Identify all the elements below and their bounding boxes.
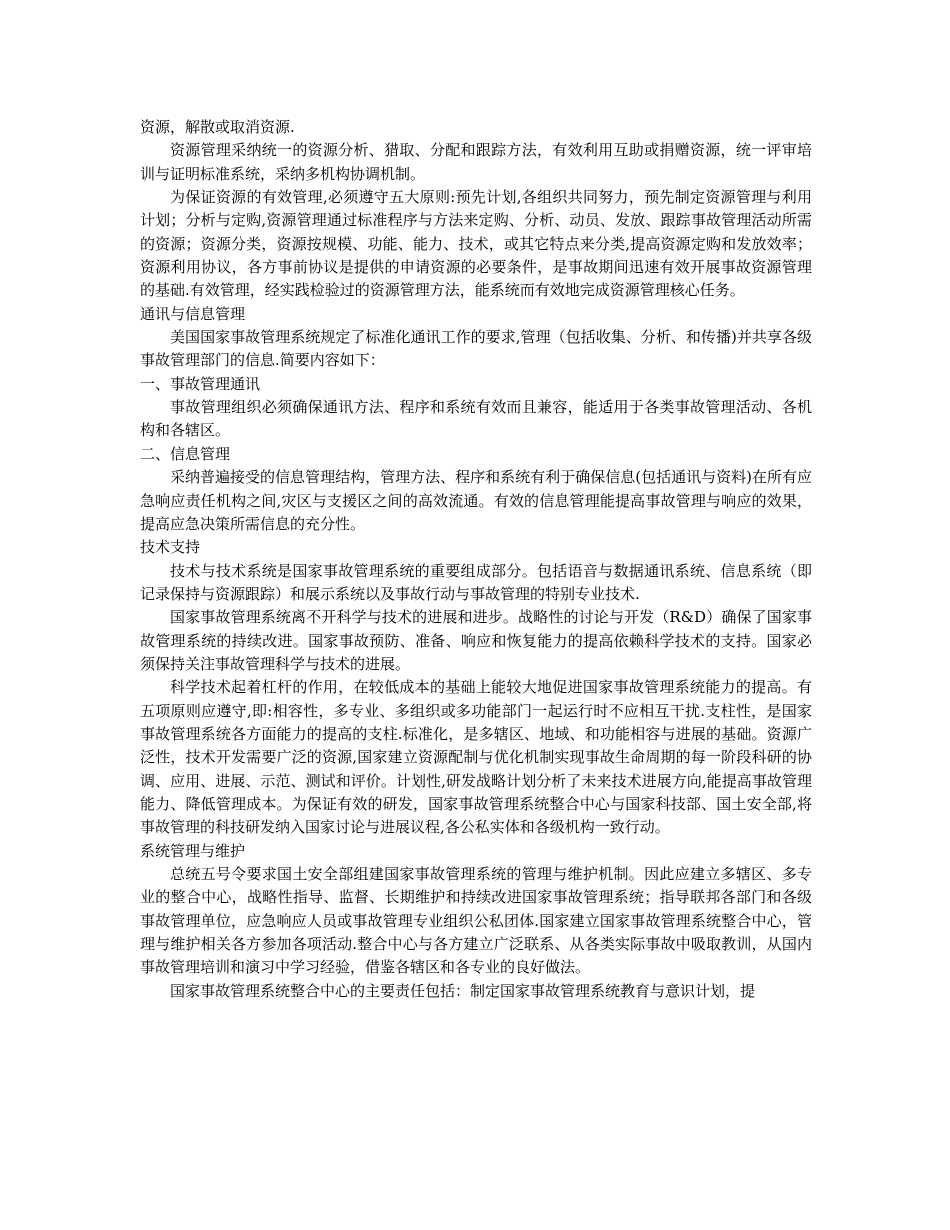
section-heading: 二、信息管理 <box>140 444 231 463</box>
document-body <box>140 116 812 1003</box>
paragraph: 国家事故管理系统离不开科学与技术的进展和进步。战略性的讨论与开发（R&D）确保了国家事故管理系统的持续改进。国家事故预防、准备、响应和恢复能力的提高依赖科学技术的支持。国家必须保持关注事故管理科学与技术的进展。 <box>140 608 812 673</box>
paragraph: 科学技术起着杠杆的作用，在较低成本的基础上能较大地促进国家事故管理系统能力的提高。有五项原则应遵守,即:相容性，多专业、多组织或多功能部门一起运行时不应相互干扰.支柱性，是国家事故管理系统各方面能力的提高的支柱.标准化，是多辖区、地域、和功能相容与进展的基础。资源广泛性，技术开发需要广泛的资源,国家建立资源配制与优化机制实现事故生命周期的每一阶段科研的协调、应用、进展、示范、测试和评价。计划性,研发战略计划分析了未来技术进展方向,能提高事故管理能力、降低管理成本。为保证有效的研发，国家事故管理系统整合中心与国家科技部、国土安全部,将事故管理的科技研发纳入国家讨论与进展议程,各公私实体和各级机构一致行动。 <box>140 678 812 837</box>
section-heading: 技术支持 <box>140 538 201 557</box>
continuation-line: 资源，解散或取消资源. <box>140 118 295 136</box>
section-heading: 系统管理与维护 <box>140 841 246 860</box>
paragraph: 技术与技术系统是国家事故管理系统的重要组成部分。包括语音与数据通讯系统、信息系统（即记录保持与资源跟踪）和展示系统以及事故行动与事故管理的特别专业技术. <box>140 561 812 603</box>
paragraph: 总统五号令要求国土安全部组建国家事故管理系统的管理与维护机制。因此应建立多辖区、多专业的整合中心，战略性指导、监督、长期维护和持续改进国家事故管理系统；指导联邦各部门和各级事故管理单位，应急响应人员或事故管理专业组织公私团体.国家建立国家事故管理系统整合中心，管理与维护相关各方参加各项活动.整合中心与各方建立广泛联系、从各类实际事故中吸取教训，从国内事故管理培训和演习中学习经验，借鉴各辖区和各专业的良好做法。 <box>140 865 812 977</box>
paragraph: 采纳普遍接受的信息管理结构，管理方法、程序和系统有利于确保信息(包括通讯与资料)在所有应急响应责任机构之间,灾区与支援区之间的高效流通。有效的信息管理能提高事故管理与响应的效果，提高应急决策所需信息的充分性。 <box>140 468 812 533</box>
paragraph: 国家事故管理系统整合中心的主要责任包括：制定国家事故管理系统教育与意识计划，提 <box>170 981 756 1000</box>
paragraph: 为保证资源的有效管理,必须遵守五大原则:预先计划,各组织共同努力，预先制定资源管理与利用计划；分析与定购,资源管理通过标准程序与方法来定购、分析、动员、发放、跟踪事故管理活动所需的资源；资源分类，资源按规模、功能、能力、技术，或其它特点来分类,提高资源定购和发放效率；资源利用协议，各方事前协议是提供的申请资源的必要条件，是事故期间迅速有效开展事故资源管理的基础.有效管理，经实践检验过的资源管理方法，能系统而有效地完成资源管理核心任务。 <box>140 188 812 300</box>
paragraph: 美国国家事故管理系统规定了标准化通讯工作的要求,管理（包括收集、分析、和传播)并共享各级事故管理部门的信息.简要内容如下： <box>140 328 812 370</box>
section-heading: 一、事故管理通讯 <box>140 374 261 393</box>
paragraph: 资源管理采纳统一的资源分析、猎取、分配和跟踪方法，有效利用互助或捐赠资源，统一评审培训与证明标准系统，采纳多机构协调机制。 <box>140 141 812 183</box>
section-heading: 通讯与信息管理 <box>140 304 246 323</box>
paragraph: 事故管理组织必须确保通讯方法、程序和系统有效而且兼容，能适用于各类事故管理活动、各机构和各辖区。 <box>140 398 812 440</box>
